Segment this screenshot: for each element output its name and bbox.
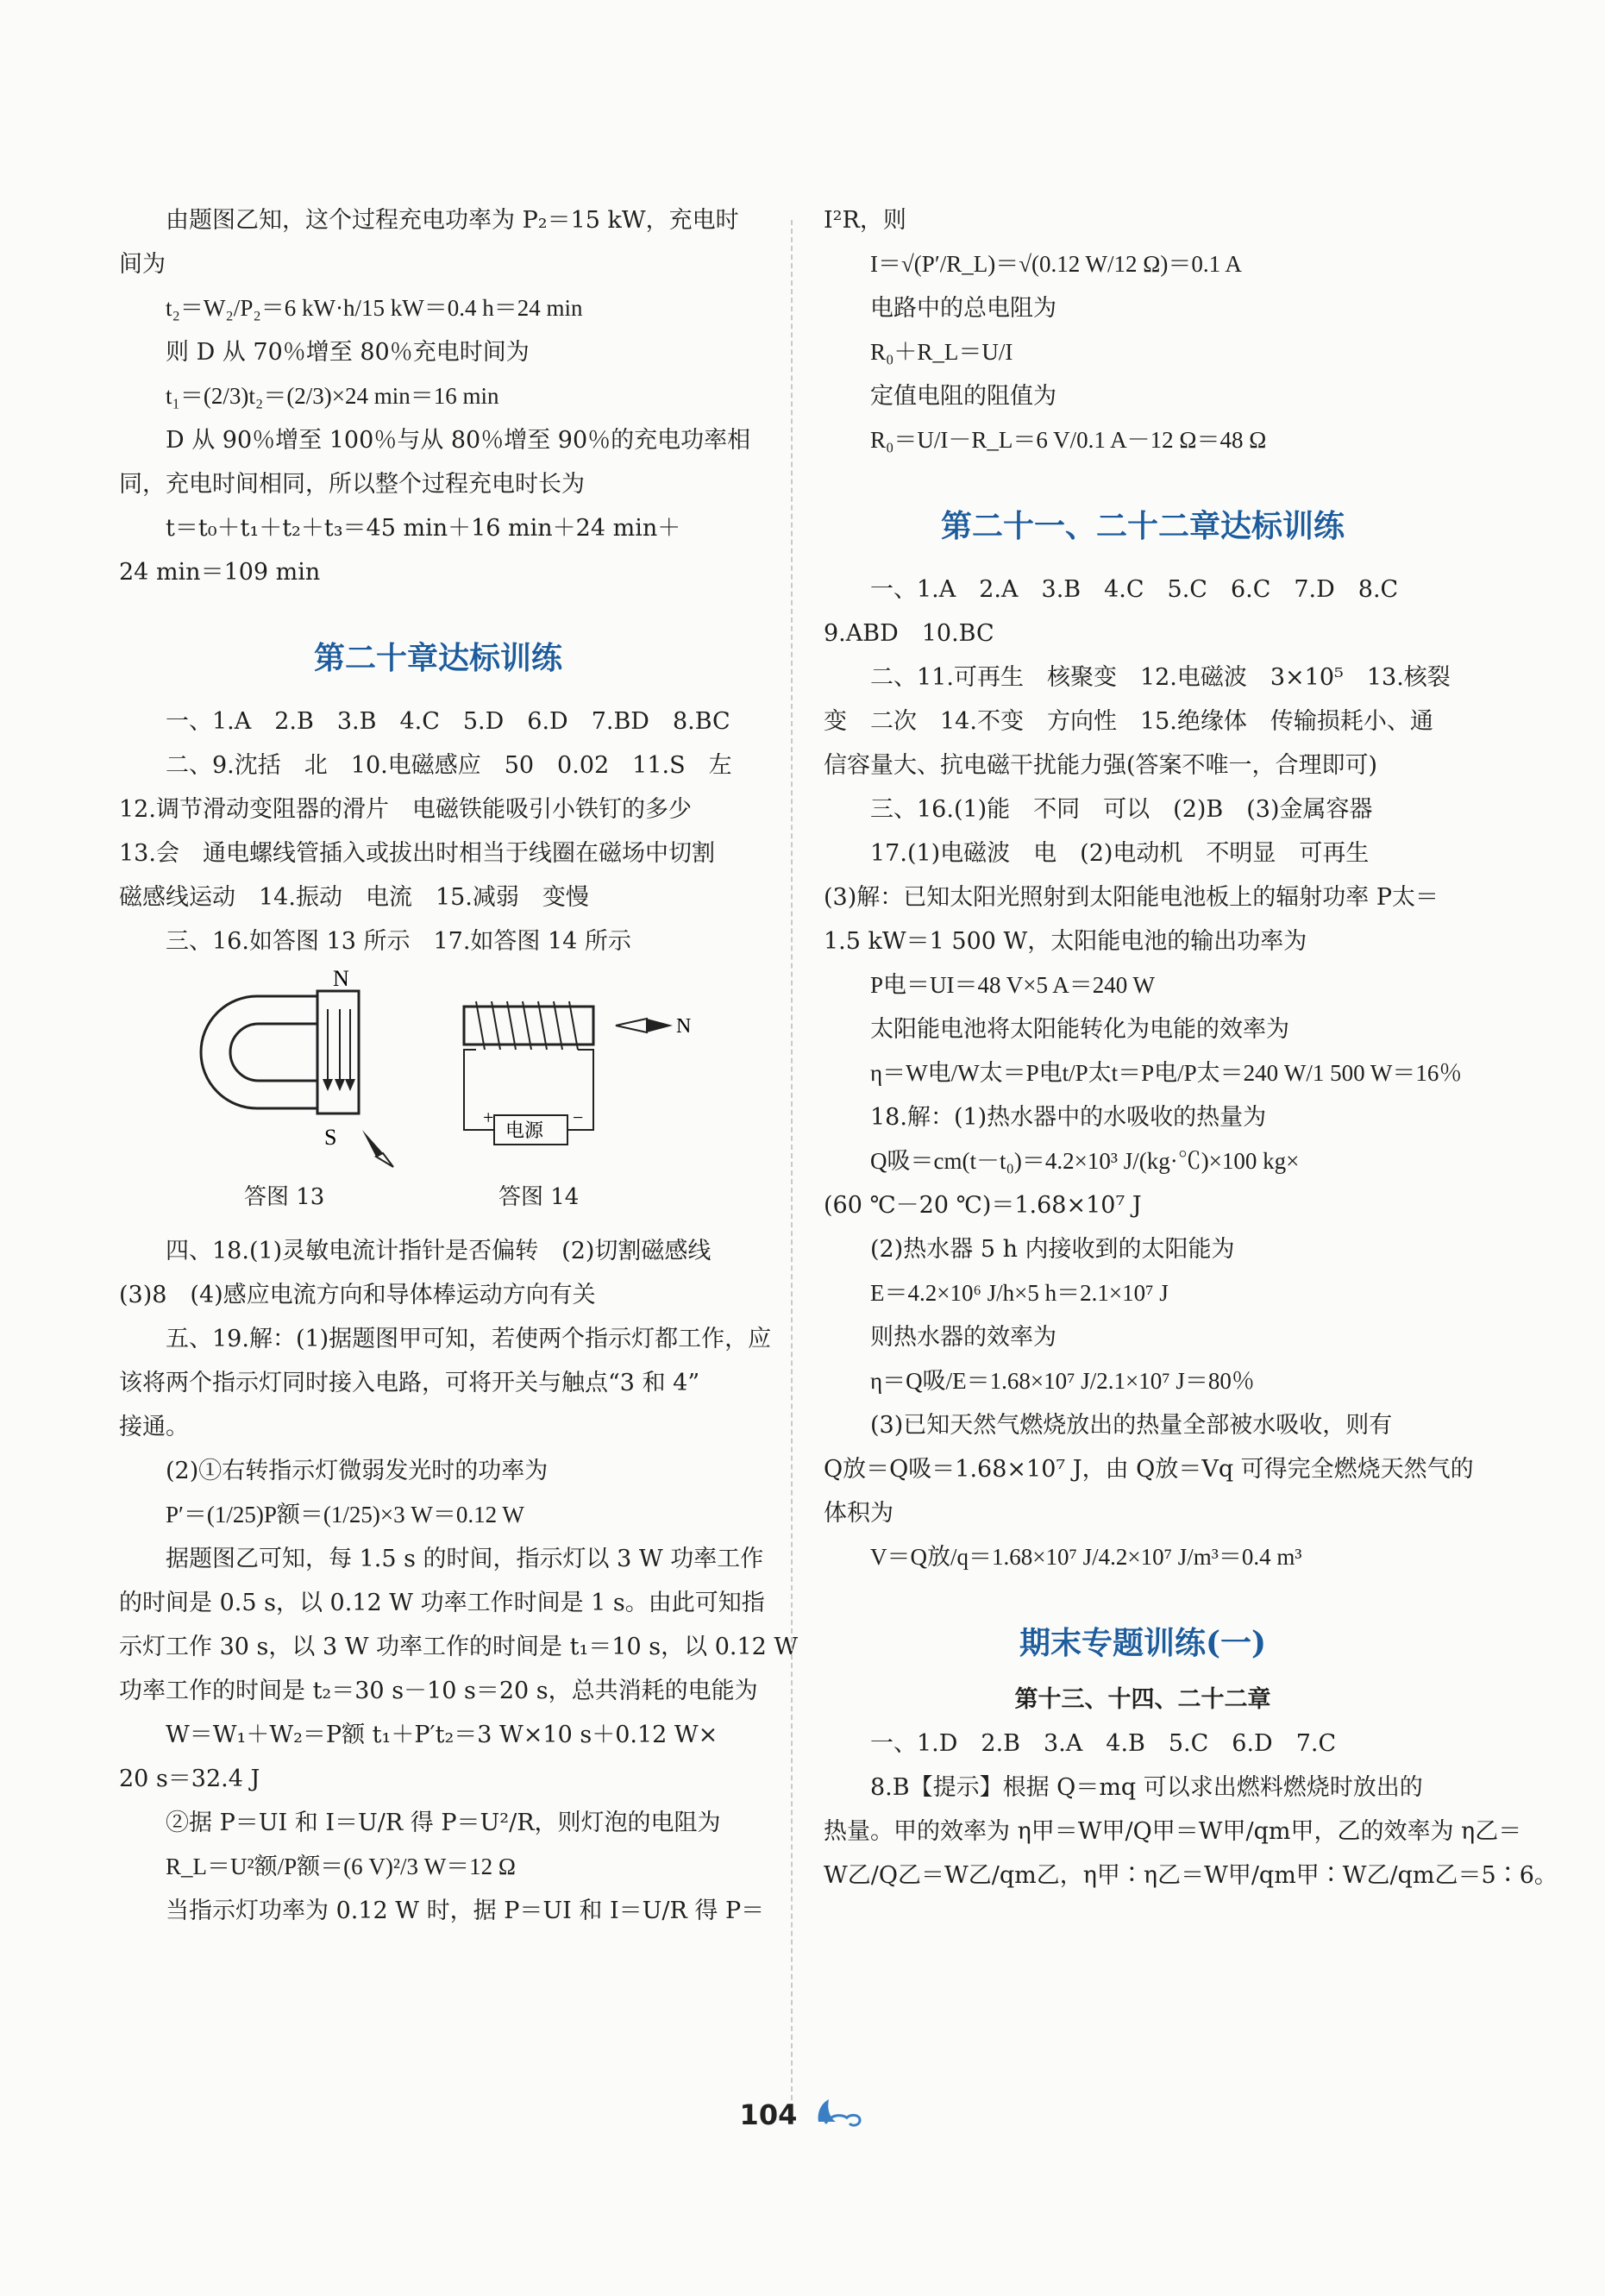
text-line: 则 D 从 70％增至 80％充电时间为 — [166, 339, 530, 366]
text-line: 定值电阻的阻值为 — [870, 383, 1056, 410]
equation-line: t₂＝W₂/P₂＝6 kW·h/15 kW＝0.4 h＝24 min — [166, 295, 583, 321]
pole-n-label: N — [676, 1015, 692, 1038]
equation-line: 24 min＝109 min — [119, 559, 321, 586]
pole-n-label: N — [333, 970, 349, 991]
equation-line: t₁＝(2/3)t₂＝(2/3)×24 min＝16 min — [166, 383, 499, 409]
equation-line: E＝4.2×10⁶ J/h×5 h＝2.1×10⁷ J — [870, 1280, 1169, 1306]
answer-line: 该将两个指示灯同时接入电路，可将开关与触点“3 和 4” — [119, 1370, 700, 1396]
answer-line: 热量。甲的效率为 η甲＝W甲/Q甲＝W甲/qm甲，乙的效率为 η乙＝ — [824, 1818, 1522, 1845]
figure-14 — [447, 970, 697, 1210]
section-title: 期末专题训练(一) — [1019, 1625, 1267, 1661]
answer-line: 13.会 通电螺线管插入或拔出时相当于线圈在磁场中切割 — [119, 840, 715, 867]
plus-label: + — [483, 1107, 494, 1128]
equation-line: η＝W电/W太＝P电t/P太t＝P电/P太＝240 W/1 500 W＝16％ — [870, 1060, 1463, 1086]
answer-line: 二、11.可再生 核聚变 12.电磁波 3×10⁵ 13.核裂 — [870, 664, 1451, 691]
right-column — [824, 198, 1558, 1898]
left-column — [119, 198, 799, 1933]
answer-line: 一、1.D 2.B 3.A 4.B 5.C 6.D 7.C — [870, 1730, 1337, 1757]
figures-row — [119, 970, 757, 1229]
solenoid-diagram — [447, 970, 697, 1169]
answer-line: 接通。 — [119, 1414, 189, 1440]
equation-line: η＝Q吸/E＝1.68×10⁷ J/2.1×10⁷ J＝80％ — [870, 1368, 1255, 1394]
section-title: 第二十一、二十二章达标训练 — [940, 508, 1345, 544]
figure-13-caption: 答图 13 — [244, 1184, 325, 1210]
text-line: 间为 — [119, 251, 166, 278]
equation-line: t＝t₀＋t₁＋t₂＋t₃＝45 min＋16 min＋24 min＋ — [166, 515, 681, 542]
answer-line: (2)①右转指示灯微弱发光时的功率为 — [166, 1458, 549, 1484]
answer-line: ②据 P＝UI 和 I＝U/R 得 P＝U²/R，则灯泡的电阻为 — [166, 1810, 721, 1836]
page-number: 104 — [739, 2098, 798, 2131]
text-line: 同，充电时间相同，所以整个过程充电时长为 — [119, 471, 585, 498]
answer-line: 据题图乙可知，每 1.5 s 的时间，指示灯以 3 W 功率工作 — [166, 1546, 764, 1572]
answer-line: (3)解：已知太阳光照射到太阳能电池板上的辐射功率 P太＝ — [824, 884, 1439, 911]
answer-line: 磁感线运动 14.振动 电流 15.减弱 变慢 — [119, 884, 589, 911]
answer-line: 17.(1)电磁波 电 (2)电动机 不明显 可再生 — [870, 840, 1370, 867]
answer-line: 三、16.(1)能 不同 可以 (2)B (3)金属容器 — [870, 796, 1373, 823]
answer-line: (2)热水器 5 h 内接收到的太阳能为 — [870, 1236, 1235, 1263]
section-title: 第二十章达标训练 — [313, 640, 562, 676]
compass-needle-icon — [362, 1130, 393, 1167]
figure-13 — [179, 970, 404, 1210]
equation-line: R_L＝U²额/P额＝(6 V)²/3 W＝12 Ω — [166, 1854, 516, 1879]
answer-line: (3)已知天然气燃烧放出的热量全部被水吸收，则有 — [870, 1412, 1393, 1439]
answer-line: 变 二次 14.不变 方向性 15.绝缘体 传输损耗小、通 — [824, 708, 1433, 735]
equation-line: W＝W₁＋W₂＝P额 t₁＋P′t₂＝3 W×10 s＋0.12 W× — [166, 1722, 718, 1748]
pole-s-label: S — [324, 1125, 337, 1150]
answer-line: 12.调节滑动变阻器的滑片 电磁铁能吸引小铁钉的多少 — [119, 796, 692, 823]
equation-line: Q吸＝cm(t－t₀)＝4.2×10³ J/(kg·℃)×100 kg× — [870, 1148, 1300, 1174]
coil-windings — [476, 1001, 578, 1050]
answer-line: (3)8 (4)感应电流方向和导体棒运动方向有关 — [119, 1282, 596, 1308]
compass-needle-icon — [616, 1019, 673, 1032]
text-line: D 从 90％增至 100％与从 80％增至 90％的充电功率相 — [166, 427, 751, 454]
answer-line: W乙/Q乙＝W乙/qm乙，η甲∶η乙＝W甲/qm甲∶W乙/qm乙＝5∶6。 — [824, 1862, 1558, 1889]
text-line: 体积为 — [824, 1500, 893, 1527]
page-footer — [0, 2096, 1605, 2134]
answer-line: 一、1.A 2.B 3.B 4.C 5.D 6.D 7.BD 8.BC — [166, 708, 730, 735]
equation-line: I＝√(P′/R_L)＝√(0.12 W/12 Ω)＝0.1 A — [870, 251, 1242, 277]
text-line: 太阳能电池将太阳能转化为电能的效率为 — [870, 1016, 1289, 1043]
answer-line: Q放＝Q吸＝1.68×10⁷ J，由 Q放＝Vq 可得完全燃烧天然气的 — [824, 1456, 1474, 1483]
minus-label: − — [573, 1107, 584, 1128]
answer-line: 功率工作的时间是 t₂＝30 s－10 s＝20 s，总共消耗的电能为 — [119, 1678, 758, 1704]
equation-line: R₀＝U/I－R_L＝6 V/0.1 A－12 Ω＝48 Ω — [870, 427, 1267, 453]
text-line: 由题图乙知，这个过程充电功率为 P₂＝15 kW，充电时 — [166, 207, 739, 234]
section-subtitle: 第十三、十四、二十二章 — [1014, 1686, 1271, 1713]
answer-line: 1.5 kW＝1 500 W，太阳能电池的输出功率为 — [824, 928, 1307, 955]
equation-line: V＝Q放/q＝1.68×10⁷ J/4.2×10⁷ J/m³＝0.4 m³ — [870, 1544, 1302, 1570]
leaf-swirl-logo-icon — [813, 2096, 865, 2134]
equation-line: 20 s＝32.4 J — [119, 1766, 260, 1792]
answer-line: 示灯工作 30 s，以 3 W 功率工作的时间是 t₁＝10 s，以 0.12 W — [119, 1634, 799, 1660]
equation-line: R₀＋R_L＝U/I — [870, 339, 1013, 365]
answer-line: 三、16.如答图 13 所示 17.如答图 14 所示 — [166, 928, 631, 955]
answer-line: 9.ABD 10.BC — [824, 620, 994, 647]
equation-line: (60 ℃－20 ℃)＝1.68×10⁷ J — [824, 1192, 1142, 1219]
answer-line: 的时间是 0.5 s，以 0.12 W 功率工作时间是 1 s。由此可知指 — [119, 1590, 765, 1616]
equation-line: P电＝UI＝48 V×5 A＝240 W — [870, 972, 1155, 998]
u-magnet-diagram — [179, 970, 404, 1169]
text-line: 电路中的总电阻为 — [870, 295, 1056, 322]
answer-line: 信容量大、抗电磁干扰能力强(答案不唯一，合理即可) — [824, 752, 1378, 779]
column-divider — [791, 220, 793, 2117]
text-line: I²R，则 — [824, 207, 906, 234]
answer-line: 8.B【提示】根据 Q＝mq 可以求出燃料燃烧时放出的 — [870, 1774, 1423, 1801]
power-source-label: 电源 — [505, 1120, 544, 1142]
answer-line: 二、9.沈括 北 10.电磁感应 50 0.02 11.S 左 — [166, 752, 732, 779]
answer-line: 一、1.A 2.A 3.B 4.C 5.C 6.C 7.D 8.C — [870, 576, 1399, 603]
figure-14-caption: 答图 14 — [498, 1184, 580, 1210]
text-line: 则热水器的效率为 — [870, 1324, 1056, 1351]
answer-line: 四、18.(1)灵敏电流计指针是否偏转 (2)切割磁感线 — [166, 1238, 712, 1264]
answer-line: 当指示灯功率为 0.12 W 时，据 P＝UI 和 I＝U/R 得 P＝ — [166, 1898, 765, 1924]
answer-line: 五、19.解：(1)据题图甲可知，若使两个指示灯都工作，应 — [166, 1326, 772, 1352]
equation-line: P′＝(1/25)P额＝(1/25)×3 W＝0.12 W — [166, 1502, 524, 1528]
answer-line: 18.解：(1)热水器中的水吸收的热量为 — [870, 1104, 1267, 1131]
